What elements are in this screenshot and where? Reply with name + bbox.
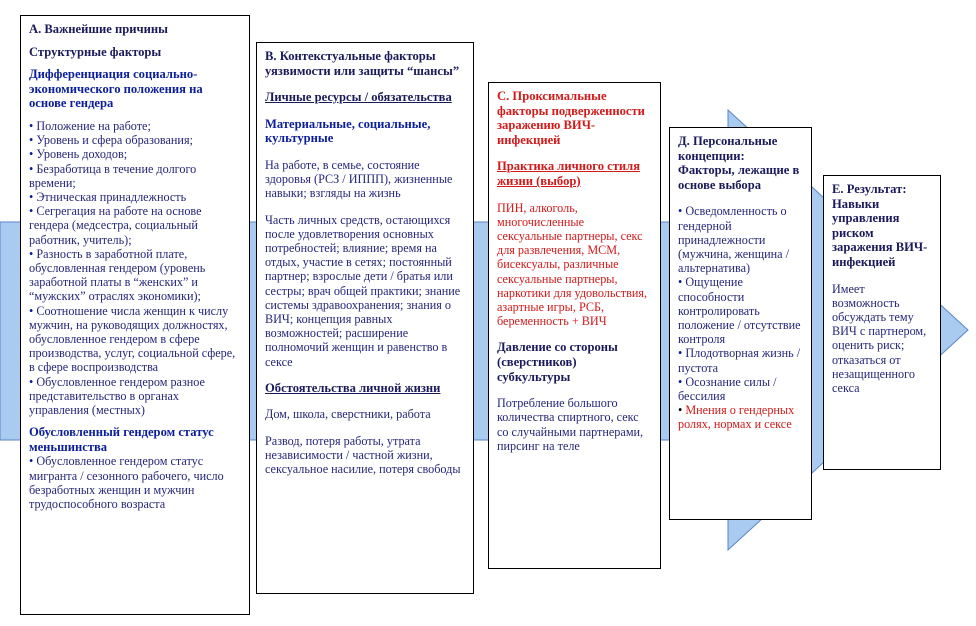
bullet-icon: • bbox=[29, 118, 37, 133]
box-a-differentiation-heading: Дифференциация социально-экономического положения на основе гендера bbox=[29, 67, 203, 111]
bullet-icon: • bbox=[678, 275, 686, 290]
box-c-title: С. Проксимальные факторы подверженности заражению ВИЧ-инфекцией bbox=[497, 89, 645, 147]
box-e-para-skills: Имеет возможность обсуждать тему ВИЧ с партнером, оценить риск; отказаться от незащищенного секса bbox=[832, 281, 927, 395]
bullet-icon: • bbox=[29, 161, 37, 176]
list-item: • Сегрегация на работе на основе гендера (медсестра, социальный работник, учитель); bbox=[29, 204, 202, 247]
bullet-icon: • bbox=[29, 133, 37, 148]
bullet-icon: • bbox=[678, 204, 686, 219]
list-item: • Безработица в течение долгого времени; bbox=[29, 161, 197, 190]
box-c-peer-pressure-heading: Давление со стороны (сверстников) субкультуры bbox=[497, 340, 618, 384]
box-c-lifestyle-heading: Практика личного стиля жизни (выбор) bbox=[497, 159, 641, 188]
bullet-icon: • bbox=[29, 204, 37, 219]
box-b-material-heading: Материальные, социальные, культурные bbox=[265, 116, 431, 146]
bullet-icon: • bbox=[678, 374, 686, 389]
list-item: • Обусловленное гендером статус мигранта / сезонного рабочего, число безработных женщин и мужчин трудоспособного возраста bbox=[29, 454, 224, 512]
box-e-result bbox=[823, 175, 941, 470]
box-b-para-divorce: Развод, потеря работы, утрата независимости / частной жизни, сексуальное насилие, потеря свободы bbox=[265, 433, 461, 477]
box-e-title: Е. Результат: Навыки управления риском заражения ВИЧ-инфекцией bbox=[832, 182, 928, 269]
box-a-factor-list bbox=[29, 119, 241, 417]
bullet-icon: • bbox=[678, 346, 686, 361]
list-item: • Соотношение числа женщин к числу мужчин, на руководящих должностях, обусловленное гендером в сфере производства, услуг, социальной сфере, в сфере воспроизводства bbox=[29, 303, 236, 375]
list-item: • Обусловленное гендером разное представительство в органах управления (местных) bbox=[29, 374, 205, 418]
box-b-para-home-school: Дом, школа, сверстники, работа bbox=[265, 407, 431, 422]
box-a-minority-status-heading: Обусловленный гендером статус меньшинства bbox=[29, 425, 214, 454]
box-c-proximal-factors bbox=[488, 82, 661, 569]
list-item: • Ощущение способности контролировать положение / отсутствие контроля bbox=[678, 275, 801, 347]
box-d-personal-concepts bbox=[669, 127, 812, 520]
list-item: • Уровень доходов; bbox=[29, 147, 128, 162]
box-a-structural-factors: Структурные факторы bbox=[29, 44, 162, 59]
box-c-para-alcohol: Потребление большого количества спиртного, секс со случайными партнерами, пирсинг на теле bbox=[497, 396, 644, 453]
box-b-personal-resources-heading: Личные ресурсы / обязательства bbox=[265, 90, 452, 105]
box-d-title: Д. Персональные концепции: Факторы, лежащие в основе выбора bbox=[678, 134, 800, 192]
bullet-icon: • bbox=[29, 189, 37, 204]
box-a-title: А. Важнейшие причины bbox=[29, 22, 168, 36]
list-item: • Положение на работе; bbox=[29, 118, 151, 133]
box-d-factor-list bbox=[678, 204, 803, 431]
list-item: • Этническая принадлежность bbox=[29, 189, 187, 204]
bullet-icon: • bbox=[29, 374, 37, 389]
box-a-primary-causes bbox=[20, 15, 250, 615]
box-b-para-work-family: На работе, в семье, состояние здоровья (РСЗ / ИППП), жизненные навыки; взгляды на жизнь bbox=[265, 157, 453, 201]
list-item: • Мнения о гендерных ролях, нормах и сексе bbox=[678, 403, 795, 432]
bullet-icon: • bbox=[29, 454, 37, 469]
box-b-contextual-factors bbox=[256, 42, 474, 594]
box-b-title: B. Контекстуальные факторы уязвимости или защиты “шансы” bbox=[265, 49, 460, 78]
list-item: • Разность в заработной плате, обусловленная гендером (уровень заработной платы в “женских” и “мужских” отраслях экономики); bbox=[29, 246, 206, 304]
box-c-para-risk-behaviours: ПИН, алкоголь, многочисленные сексуальные партнеры, секс для развлечения, МСМ, бисексуалы, различные сексуальные партнеры, наркотики для удовольствия, азартные игры, РСБ, беременность + ВИЧ bbox=[497, 200, 648, 329]
bullet-icon: • bbox=[29, 147, 37, 162]
list-item: • Осознание силы / бессилия bbox=[678, 374, 777, 404]
box-b-life-circumstances-heading: Обстоятельства личной жизни bbox=[265, 380, 441, 395]
list-item: • Осведомленность о гендерной принадлежности (мужчина, женщина / альтернатива) bbox=[678, 204, 789, 276]
bullet-icon: • bbox=[678, 403, 686, 418]
bullet-icon: • bbox=[29, 246, 37, 261]
list-item: • Плодотворная жизнь / пустота bbox=[678, 346, 801, 375]
bullet-icon: • bbox=[29, 303, 37, 318]
box-b-para-personal-means: Часть личных средств, остающихся после удовлетворения основных потребностей; влияние; время на отдых, участие в сетях; постоянный партнер; взрослые дети / братья или сестры; врач общей практики; знание системы здравоохранения; знания о ВИЧ; концепция равных возможностей; расширение полномочий женщин и равенство в сексе bbox=[265, 212, 461, 369]
list-item: • Уровень и сфера образования; bbox=[29, 133, 193, 148]
